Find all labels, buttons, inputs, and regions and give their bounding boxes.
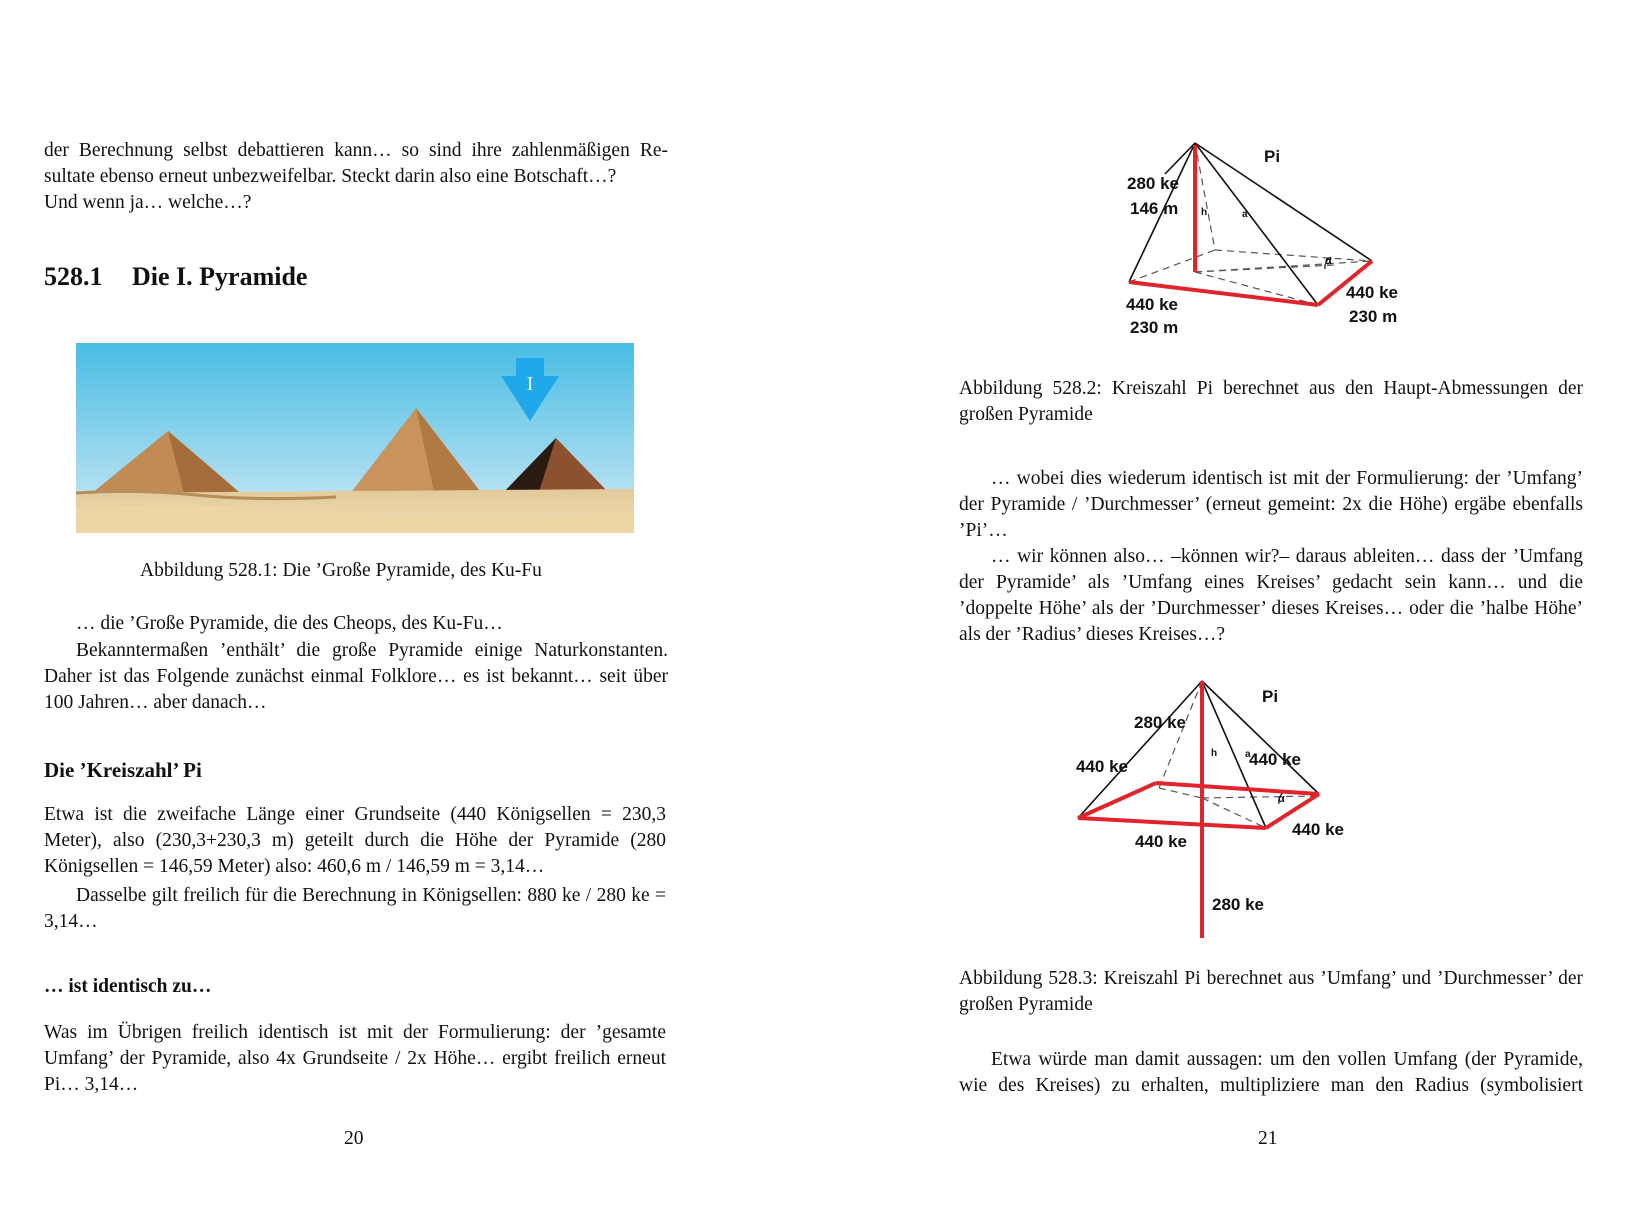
fig2-label-height-ke: 280 ke: [1127, 174, 1179, 193]
fig2-label-pi: Pi: [1264, 147, 1281, 166]
fig3-label-pi: Pi: [1262, 687, 1279, 706]
fig2-label-front-m: 230 m: [1130, 318, 1179, 337]
fig3-label-left-ke: 440 ke: [1076, 757, 1128, 776]
section-number: 528.1: [44, 262, 103, 291]
paragraph-3: Etwa ist die zweifache Länge einer Grundseite (440 Königsellen = 230,3 Meter), also (230,3+230,3 m) geteilt durch die Höhe der Pyramide (280 Königsellen = 146,59 Meter) also: 460,6 m / 146,59 m = 3,14…: [44, 804, 666, 877]
fig3-label-alpha: α: [1278, 793, 1285, 805]
fig3-label-h: h: [1211, 748, 1218, 759]
page-number-right: 21: [1258, 1128, 1278, 1149]
section-title: Die I. Pyramide: [132, 262, 308, 291]
heading-pi: Die ’Kreiszahl’ Pi: [44, 758, 202, 782]
paragraph-right-2: … wir können also… –können wir?– daraus ableiten… dass der ’Umfang der Pyramide’ als ’Umfang eines Kreises’ gedacht sein kann… und die ’doppelte Höhe’ als der ’Durchmesser’ dieses Kreises… oder die ’halbe Höhe’ als der ’Radius’ dieses Kreises…?: [959, 546, 1583, 645]
figure1-caption: Abbildung 528.1: Die ’Große Pyramide, des Ku-Fu: [140, 560, 542, 581]
fig2-label-alpha: α: [1325, 255, 1332, 267]
fig2-label-side-ke: 440 ke: [1346, 283, 1398, 302]
fig3-label-bottom-ke: 280 ke: [1212, 895, 1264, 914]
fig3-label-right-ke: 440 ke: [1249, 750, 1301, 769]
fig3-label-front-ke: 440 ke: [1135, 832, 1187, 851]
fig2-label-side-m: 230 m: [1349, 307, 1398, 326]
paragraph-right-3: Etwa würde man damit aussagen: um den vollen Umfang (der Pyramide, wie des Kreises) zu erhalten, multipliziere man den Radius (symbolisiert: [959, 1049, 1583, 1096]
heading-identisch: … ist identisch zu…: [44, 976, 212, 997]
paragraph-2: Bekanntermaßen ’enthält’ die große Pyramide einige Naturkonstanten. Daher ist das Folgende zunächst einmal Folklore… es ist bekannt… seit über 100 Jahren… aber danach…: [44, 640, 668, 713]
fig3-label-a: a: [1245, 749, 1251, 760]
fig3-label-side-ke: 440 ke: [1292, 820, 1344, 839]
right-page: [820, 0, 1639, 1229]
pyramids-photo: [76, 343, 634, 533]
figure3-red-edges: [1078, 681, 1319, 938]
paragraph-1: … die ’Große Pyramide, die des Cheops, des Ku-Fu…: [76, 613, 503, 634]
page-number-left: 20: [344, 1128, 364, 1149]
figure2-pyramid-diagram: [1120, 130, 1460, 350]
fig2-label-h: h: [1201, 207, 1208, 218]
section-heading: [44, 262, 307, 292]
intro-paragraph: der Berechnung selbst debattieren kann… so sind ihre zahlenmäßigen Re- sultate ebenso erneut unbezweifelbar. Steckt darin also eine Botschaft…? Und wenn ja… welche…?: [44, 140, 668, 213]
paragraph-right-1: … wobei dies wiederum identisch ist mit der Formulierung: der ’Umfang’ der Pyramide / ’Durchmesser’ (erneut gemeint: 2x die Höhe) ergäbe ebenfalls ’Pi’…: [959, 468, 1583, 541]
figure3-pyramid-diagram: [1076, 676, 1426, 938]
figure3-caption: Abbildung 528.3: Kreiszahl Pi berechnet aus ’Umfang’ und ’Durchmesser’ der großen Pyramide: [959, 968, 1583, 1015]
paragraph-4: Dasselbe gilt freilich für die Berechnung in Königsellen: 880 ke / 280 ke = 3,14…: [44, 885, 666, 932]
fig3-label-top-ke: 280 ke: [1134, 713, 1186, 732]
fig2-label-front-ke: 440 ke: [1126, 295, 1178, 314]
fig2-label-a: a: [1242, 209, 1248, 220]
figure2-caption: Abbildung 528.2: Kreiszahl Pi berechnet aus den Haupt-Abmessungen der großen Pyramide: [959, 378, 1583, 425]
fig2-label-height-m: 146 m: [1130, 199, 1179, 218]
marker-label: I: [526, 373, 534, 395]
figure2-red-edges: [1129, 145, 1372, 305]
paragraph-5: Was im Übrigen freilich identisch ist mit der Formulierung: der ’gesamte Umfang’ der Pyramide, also 4x Grundseite / 2x Höhe… ergibt freilich erneut Pi… 3,14…: [44, 1022, 666, 1095]
